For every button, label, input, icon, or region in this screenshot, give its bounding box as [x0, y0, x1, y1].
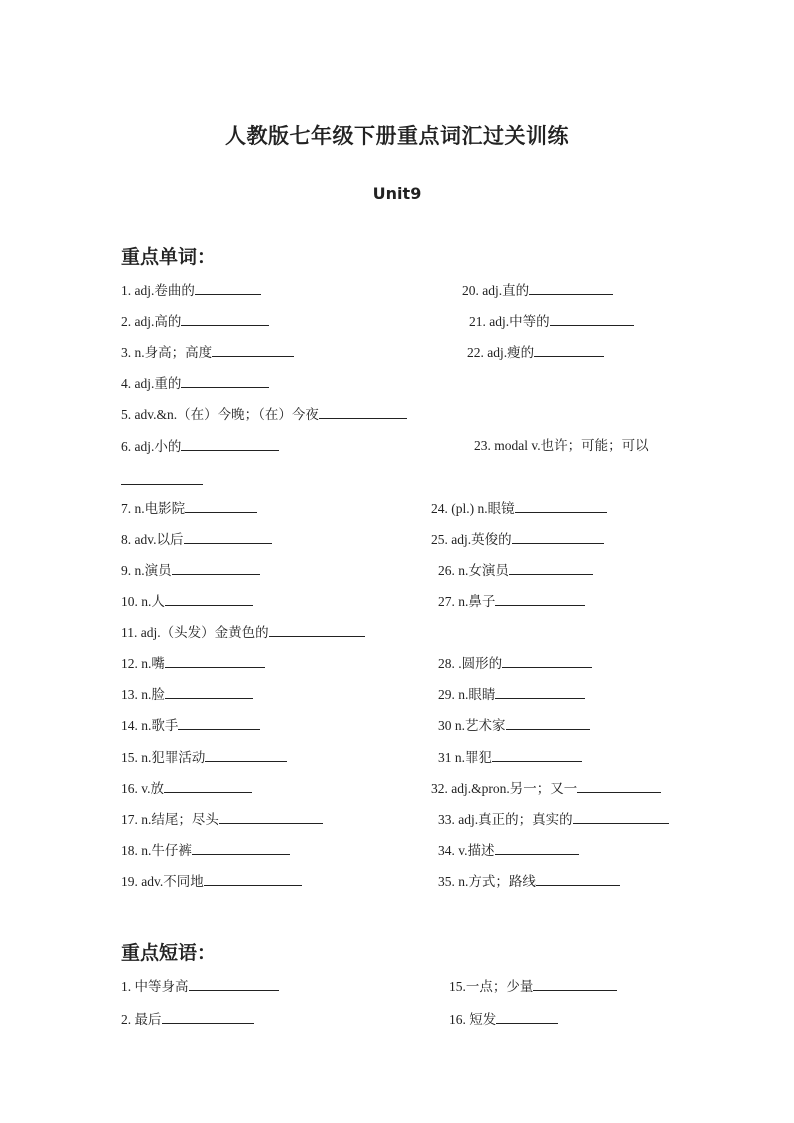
word-item: 26. n.女演员 [438, 561, 593, 580]
word-item: 35. n.方式；路线 [438, 872, 620, 891]
word-item: 28. .圆形的 [438, 654, 592, 673]
word-item: 31 n.罪犯 [438, 748, 582, 767]
word-item: 18. n.牛仔裤 [121, 841, 290, 860]
unit-heading: Unit9 [372, 184, 422, 203]
word-item: 21. adj.中等的 [469, 312, 634, 331]
word-item: 16. v.放 [121, 779, 252, 798]
word-item: 3. n.身高；高度 [121, 343, 294, 362]
words-section-heading: 重点单词： [121, 246, 217, 268]
word-item: 9. n.演员 [121, 561, 260, 580]
word-item: 17. n.结尾；尽头 [121, 810, 323, 829]
word-item: 2. adj.高的 [121, 312, 269, 331]
word-item: 30 n.艺术家 [438, 716, 590, 735]
word-item: 33. adj.真正的；真实的 [438, 810, 669, 829]
phrase-item: 16. 短发 [449, 1010, 558, 1029]
word-item: 10. n.人 [121, 592, 253, 611]
word-item: 4. adj.重的 [121, 374, 269, 393]
word-item: 5. adv.&n.（在）今晚；（在）今夜 [121, 405, 407, 424]
word-item: 14. n.歌手 [121, 716, 260, 735]
continuation-blank [121, 483, 203, 485]
word-item: 8. adv.以后 [121, 530, 272, 549]
word-item: 15. n.犯罪活动 [121, 748, 287, 767]
word-item: 19. adv.不同地 [121, 872, 302, 891]
word-item: 6. adj.小的 [121, 437, 279, 456]
word-item: 32. adj.&pron.另一；又一 [431, 779, 661, 798]
word-item: 29. n.眼睛 [438, 685, 585, 704]
page-title: 人教版七年级下册重点词汇过关训练 [225, 123, 569, 148]
word-item: 20. adj.直的 [462, 281, 613, 300]
word-item: 12. n.嘴 [121, 654, 265, 673]
word-item: 24. (pl.) n.眼镜 [431, 499, 607, 518]
phrase-item: 1. 中等身高 [121, 977, 279, 996]
word-item: 11. adj.（头发）金黄色的 [121, 623, 365, 642]
word-item: 1. adj.卷曲的 [121, 281, 261, 300]
phrase-item: 15.一点；少量 [449, 977, 617, 996]
word-item: 22. adj.瘦的 [467, 343, 604, 362]
word-item: 25. adj.英俊的 [431, 530, 604, 549]
phrase-item: 2. 最后 [121, 1010, 254, 1029]
phrases-section-heading: 重点短语： [121, 942, 217, 964]
word-item: 34. v.描述 [438, 841, 579, 860]
word-item: 23. modal v.也许；可能；可以 [474, 438, 649, 453]
word-item: 7. n.电影院 [121, 499, 257, 518]
word-item: 13. n.脸 [121, 685, 253, 704]
word-item: 27. n.鼻子 [438, 592, 585, 611]
